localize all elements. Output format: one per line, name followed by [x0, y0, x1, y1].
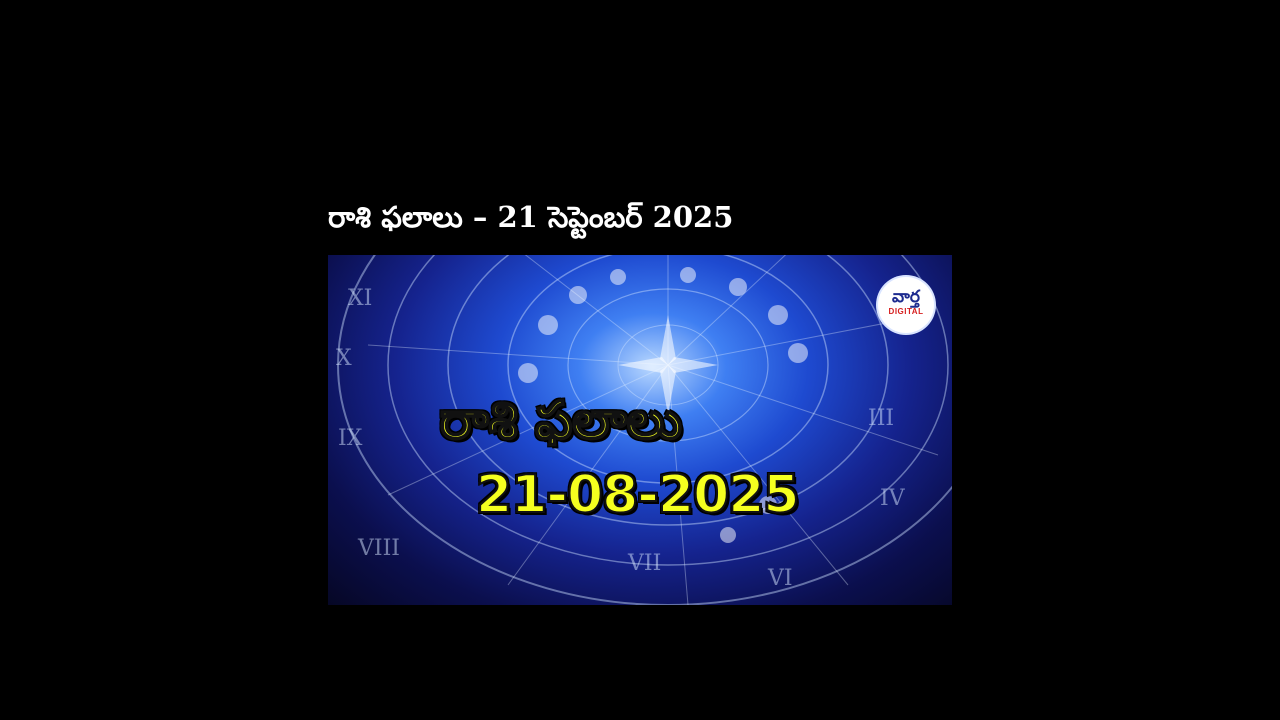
logo-name: వార్త: [892, 287, 920, 307]
article-title[interactable]: రాశి ఫలాలు – 21 సెప్టెంబర్ 2025: [328, 200, 734, 234]
site-logo[interactable]: [878, 277, 934, 333]
svg-text:III: III: [868, 406, 895, 431]
svg-text:VIII: VIII: [358, 536, 400, 561]
article: [328, 195, 952, 605]
svg-text:VI: VI: [768, 566, 793, 591]
svg-text:XI: XI: [348, 286, 373, 311]
svg-text:X: X: [336, 346, 352, 371]
svg-text:IV: IV: [880, 486, 905, 511]
svg-text:VII: VII: [628, 551, 662, 576]
logo-subtitle: DIGITAL: [888, 307, 924, 316]
banner-heading: రాశి ఫలాలు: [440, 391, 682, 451]
featured-image[interactable]: [328, 255, 952, 605]
banner-date: 21-08-2025: [476, 465, 799, 525]
svg-text:IX: IX: [338, 426, 363, 451]
